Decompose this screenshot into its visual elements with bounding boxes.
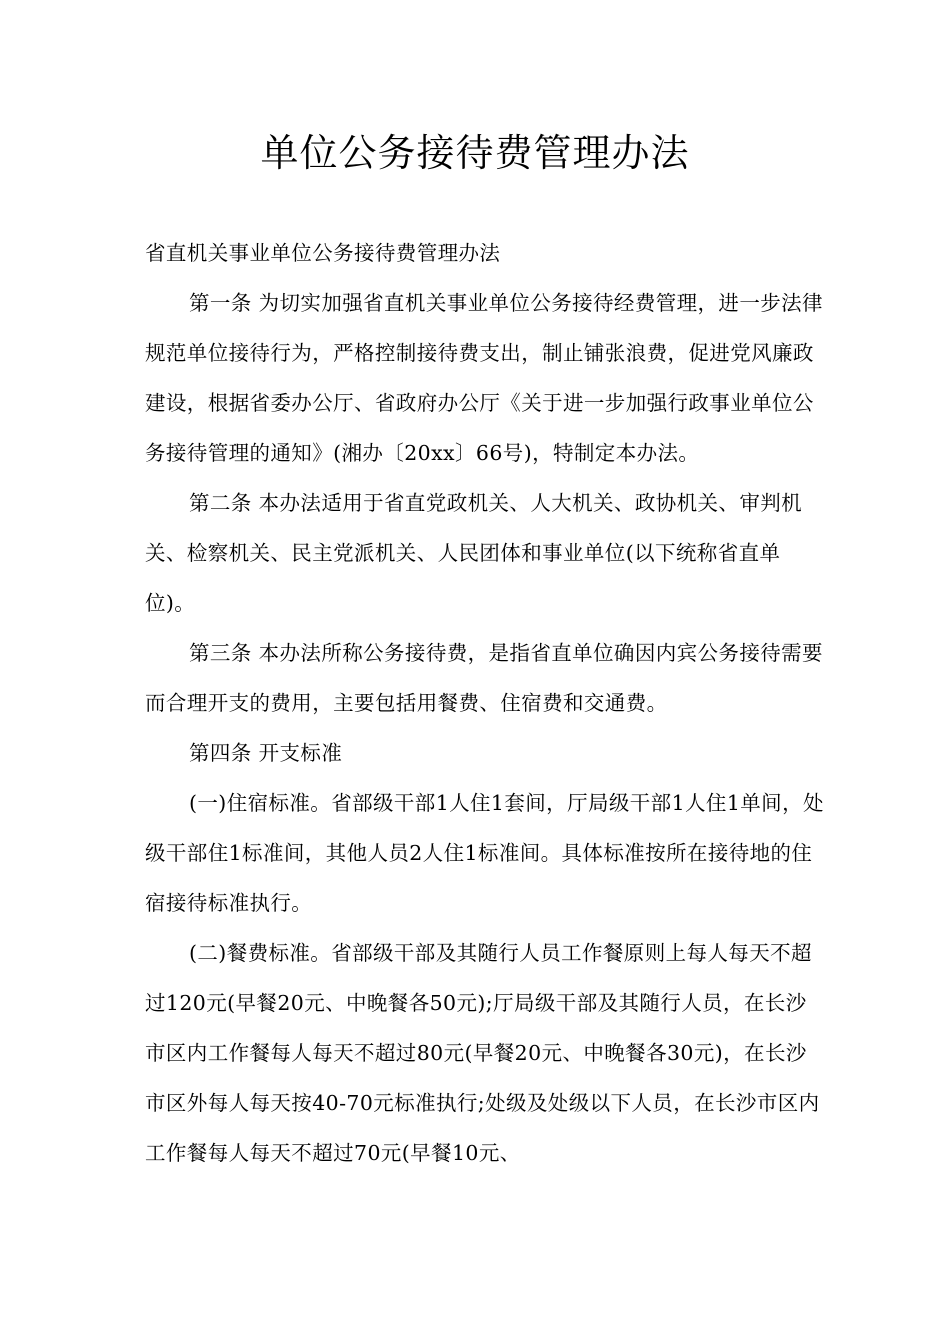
paragraph-article-2: 第二条 本办法适用于省直党政机关、人大机关、政协机关、审判机关、检察机关、民主党派机关、人民团体和事业单位(以下统称省直单位)。 [145,491,803,615]
document-title: 单位公务接待费管理办法 [260,131,690,175]
document-body [145,228,825,1178]
document-subtitle: 省直机关事业单位公务接待费管理办法 [145,241,501,265]
paragraph-article-1: 第一条 为切实加强省直机关事业单位公务接待经费管理，进一步法律规范单位接待行为，严格控制接待费支出，制止铺张浪费，促进党风廉政建设，根据省委办公厅、省政府办公厅《关于进一步加强行政事业单位公务接待管理的通知》(湘办〔20xx〕66号)，特制定本办法。 [145,291,823,465]
paragraph-article-3: 第三条 本办法所称公务接待费，是指省直单位确因内宾公务接待需要而合理开支的费用，主要包括用餐费、住宿费和交通费。 [145,641,823,715]
paragraph-meal-standard: (二)餐费标准。省部级干部及其随行人员工作餐原则上每人每天不超过120元(早餐20元、中晚餐各50元);厅局级干部及其随行人员，在长沙市区内工作餐每人每天不超过80元(早餐20元、中晚餐各30元)，在长沙市区外每人每天按40-70元标准执行;处级及处级以下人员，在长沙市区内工作餐每人每天不超过70元(早餐10元、 [145,941,820,1165]
paragraph-accommodation-standard: (一)住宿标准。省部级干部1人住1套间，厅局级干部1人住1单间，处级干部住1标准间，其他人员2人住1标准间。具体标准按所在接待地的住宿接待标准执行。 [145,791,824,915]
paragraph-article-4-heading: 第四条 开支标准 [189,741,343,765]
